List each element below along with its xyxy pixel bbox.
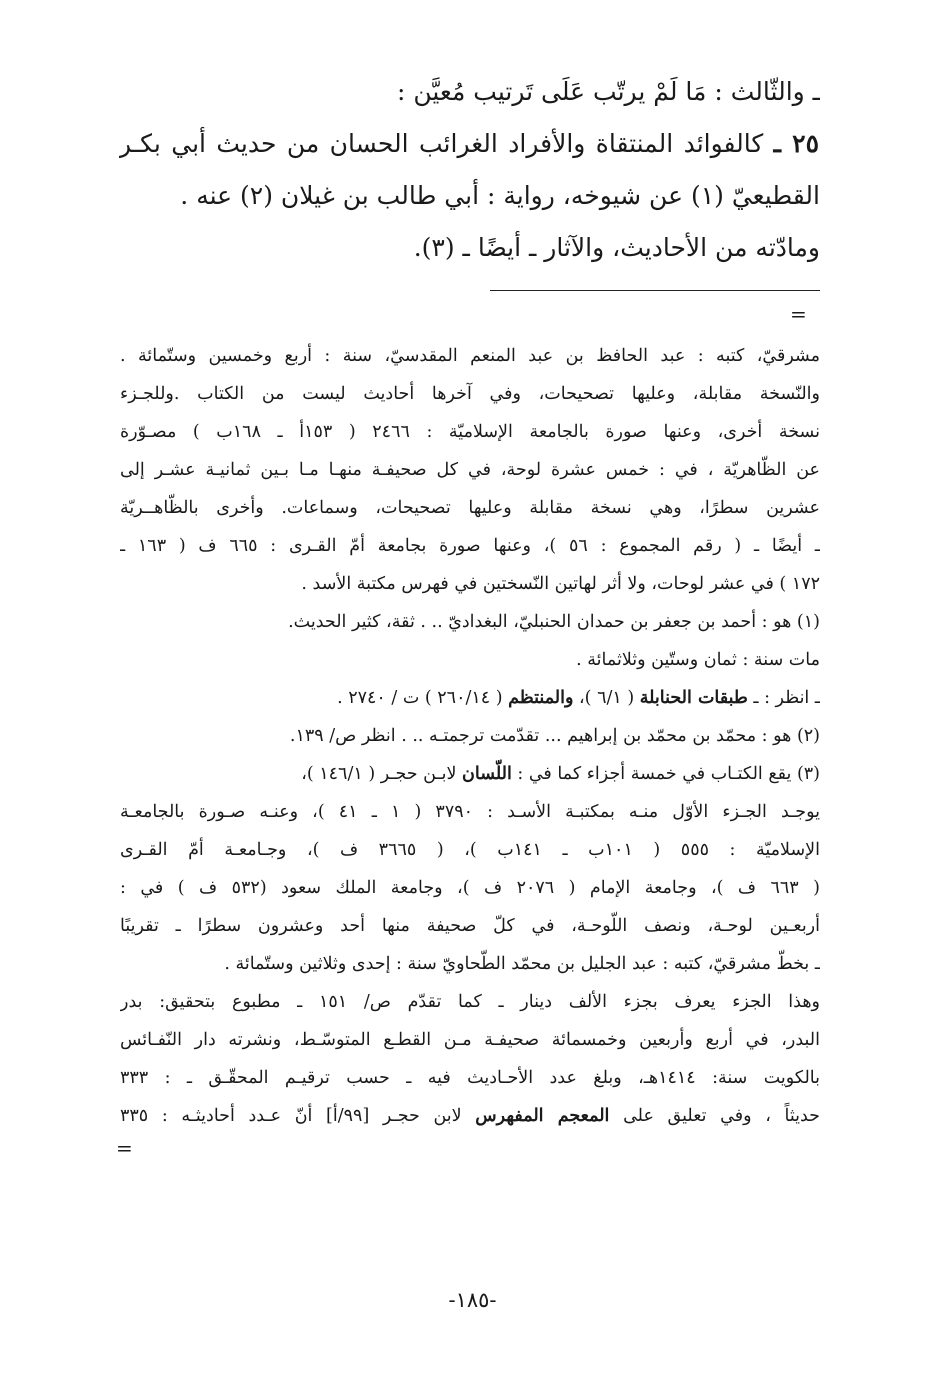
main-line-2 <box>119 124 819 170</box>
footnote-3-line: يوجـد الجـزء الأوّل منـه بمكتبـة الأسـد : ٣٧٩٠ ( ١ ـ ٤١ )، وعنـه صـورة بالجامعـة <box>120 802 820 822</box>
footnote-cont-line: ١٧٢ ) في عشر لوحات، ولا أثر لهاتين النّسختين في فهرس مكتبة الأسد . <box>301 574 820 594</box>
footnote-3-line: الإسلاميّة : ٥٥٥ ( ١٠١ب ـ ١٤١ب )، ( ٣٦٦٥ ف )، وجـامعـة أمّ القـرى <box>120 840 820 860</box>
book-title: طبقات الحنابلة <box>639 688 748 708</box>
footnote-separator <box>490 290 820 291</box>
footnote-3: (٣) يقع الكتـاب في خمسة أجزاء كما في : اللّسان لابـن حجـر ( ١٤٦/١ )، <box>301 764 820 784</box>
book-title: اللّسان <box>462 764 512 784</box>
footnote-cont-line: عشرين سطرًا، وهي نسخة مقابلة وعليها تصحيحات، وسماعات. وأخرى بالظّاهــريّة <box>120 498 820 518</box>
footnote-cont-line: نسخة أخرى، وعنها صورة بالجامعة الإسلاميّة : ٢٤٦٦ ( ١٥٣أ ـ ١٦٨ب ) مصـوّرة <box>120 422 820 442</box>
footnote-3-line: حديثاً ، وفي تعليق على المعجم المفهرس لابن حجـر [٩٩/أ] أنّ عـدد أحاديثـه : ٣٣٥ <box>120 1106 820 1126</box>
footnote-3-line: ـ بخطّ مشرقيّ، كتبه : عبد الجليل بن محمّد الطّحاويّ سنة : إحدى وثلاثين وستّمائة . <box>224 954 820 974</box>
footnote-3-line: ( ٦٦٣ ف )، وجامعة الإمام ( ٢٠٧٦ ف )، وجامعة الملك سعود (٥٣٢ ف ) في : <box>120 878 820 898</box>
footnote-1-line: مات سنة : ثمان وستّين وثلاثمائة . <box>576 650 820 670</box>
footnote-cont-line: ـ أيضًا ـ ( رقم المجموع : ٥٦ )، وعنها صورة بجامعة أمّ القـرى : ٦٦٥ ف ( ١٦٣ ـ <box>120 536 820 556</box>
book-title: والمنتظم <box>508 688 574 708</box>
footnote-cont-line: مشرقيّ، كتبه : عبد الحافظ بن عبد المنعم المقدسيّ، سنة : أربع وخمسين وستّمائة . <box>120 346 820 366</box>
footnote-cont-line: والنّسخة مقابلة، وعليها تصحيحات، وفي آخرها أحاديث ليست من الكتاب .وللجـزء <box>120 384 820 404</box>
footnote-1-refs: ـ انظر : ـ طبقات الحنابلة ( ٦/١ )، والمنتظم ( ٢٦٠/١٤ ) ت / ٢٧٤٠ . <box>337 688 820 708</box>
main-line-4: ومادّته من الأحاديث، والآثار ـ أيضًا ـ (٣). <box>413 233 820 262</box>
main-line-3: القطيعيّ (١) عن شيوخه، رواية : أبي طالب بن غيلان (٢) عنه . <box>180 181 820 210</box>
footnote-2: (٢) هو : محمّد بن محمّد بن إبراهيم ... تقدّمت ترجمتـه .. . انظر ص/ ١٣٩. <box>289 726 820 746</box>
continuation-mark-top: = <box>790 302 807 326</box>
entry-title: كالفوائد المنتقاة والأفراد الغرائب الحسان من حديث أبي بكـر <box>119 129 774 158</box>
continuation-mark-bottom: = <box>116 1136 133 1160</box>
footnote-3-line: البدر، في أربع وأربعين وخمسمائة صحيفـة مـن القطـع المتوسّـط، ونشرته دار النّفـائس <box>120 1030 820 1050</box>
entry-number: ٢٥ ـ <box>773 129 819 158</box>
footnote-cont-line: عن الظّاهريّة ، في : خمس عشرة لوحة، في كل صحيفـة منهـا مـا بـين ثمانيـة عشـر إلى <box>120 460 820 480</box>
footnote-3-line: أربعـين لوحـة، ونصف اللّوحـة، في كلّ صحيفة منها أحد وعشرون سطرًا ـ تقريبًا <box>120 916 820 936</box>
main-line-1: ـ والثّالث : مَا لَمْ يرتّب عَلَى تَرتيب مُعيَّن : <box>396 77 820 106</box>
footnote-3-line: وهذا الجزء يعرف بجزء الألف دينار ـ كما تقدّم ص/ ١٥١ ـ مطبوع بتحقيق: بدر <box>120 992 820 1012</box>
footnote-1: (١) هو : أحمد بن جعفر بن حمدان الحنبليّ، البغداديّ .. . ثقة، كثير الحديث. <box>288 612 820 632</box>
footnote-3-line: بالكويت سنة: ١٤١٤هـ، وبلغ عدد الأحـاديث فيه ـ حسب ترقيـم المحقّـق ـ : ٣٣٣ <box>120 1068 820 1088</box>
book-title: المعجم المفهرس <box>475 1106 610 1126</box>
page-number: -١٨٥- <box>448 1288 497 1312</box>
